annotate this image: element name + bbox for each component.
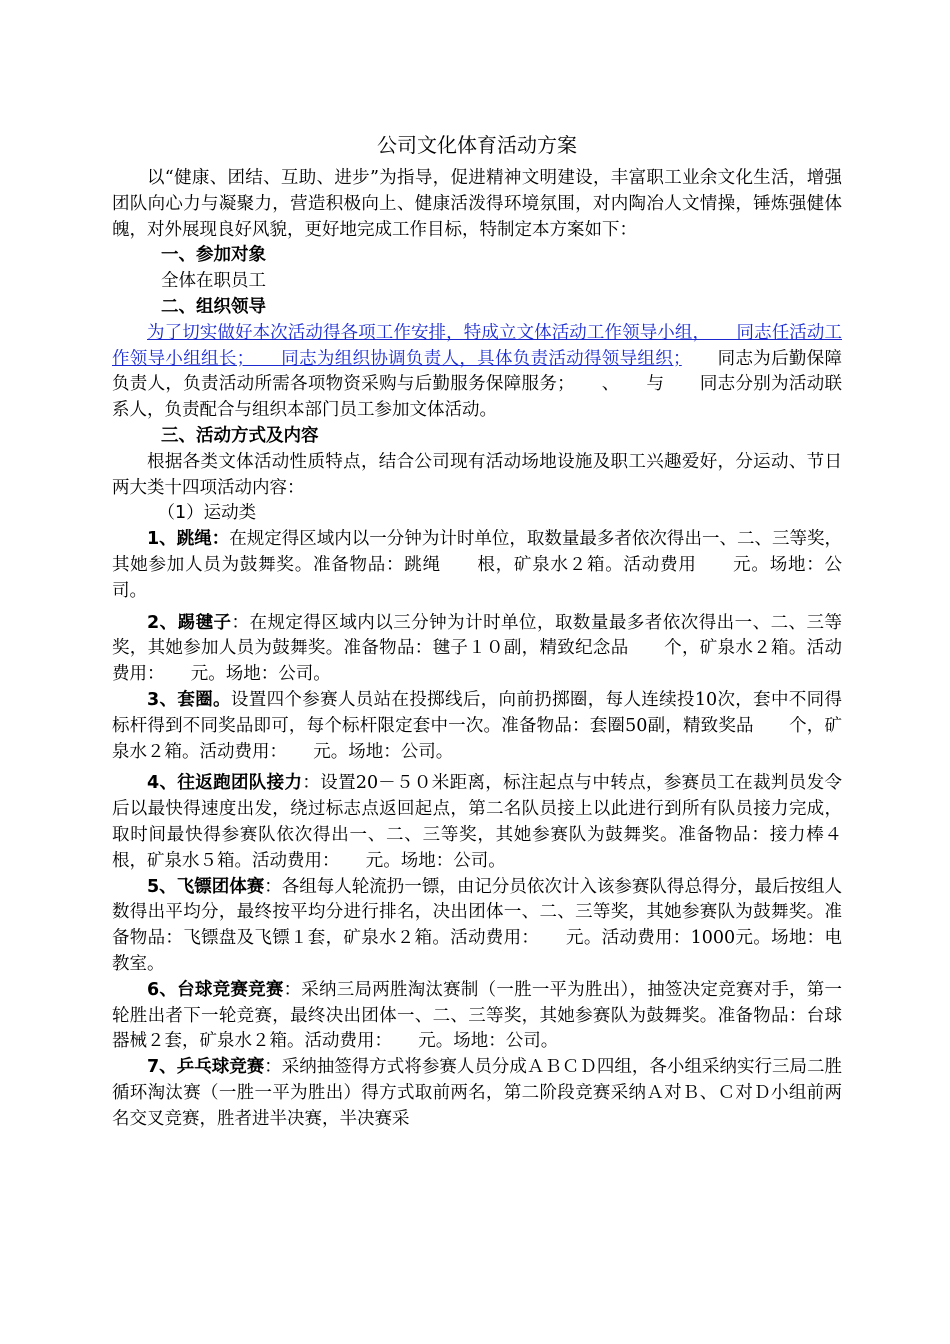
item-paragraph	[112, 771, 842, 874]
item-name: 飞镖团体赛	[176, 876, 265, 897]
item-name: 乒乓球竞赛	[176, 1057, 265, 1078]
document-title: 公司文化体育活动方案	[377, 133, 577, 157]
item-number: 4、	[147, 773, 178, 794]
item-name: 跳绳：	[176, 529, 230, 550]
section-3-heading: 三、活动方式及内容	[161, 425, 319, 446]
section-1-heading: 一、参加对象	[161, 245, 266, 266]
section-3-intro: 根据各类文体活动性质特点，结合公司现有活动场地设施及职工兴趣爱好，分运动、节日两大类十四项活动内容：	[112, 451, 842, 498]
document-page	[112, 130, 842, 1132]
item-name: 踢毽子	[177, 612, 232, 633]
item-paragraph	[112, 978, 842, 1055]
section-1-text: 全体在职员工	[161, 271, 266, 292]
item-paragraph	[112, 875, 842, 978]
item-text: ：采纳三局两胜淘汰赛制（一胜一平为胜出），抽签决定竞赛对手，第一轮胜出者下一轮竞赛，最终决出团体一、二、三等奖，其她参赛队为鼓舞奖。准备物品：台球器械２套，矿泉水２箱。活动费用： 元。场地：公司。	[112, 979, 843, 1052]
item-name: 套圈。	[177, 689, 231, 710]
section-2-heading: 二、组织领导	[161, 296, 266, 317]
item-name: 往返跑团队接力	[177, 773, 303, 794]
item-number: 6、	[147, 979, 178, 1000]
item-number: 3、	[147, 689, 178, 710]
item-text: 设置四个参赛人员站在投掷线后，向前扔掷圈，每人连续投10次，套中不同得标杆得到不同奖品即可，每个标杆限定套中一次。准备物品：套圈50副，精致奖品 个，矿泉水２箱。活动费用： 元。场地：公司。	[112, 689, 843, 762]
item-number: 5、	[147, 876, 177, 897]
item-number: 2、	[147, 612, 178, 633]
section-3-subheading: （1）运动类	[157, 503, 257, 524]
item-text: 在规定得区域内以一分钟为计时单位，取数量最多者依次得出一、二、三等奖，其她参加人员为鼓舞奖。准备物品：跳绳 根，矿泉水２箱。活动费用 元。场地：公司。	[112, 529, 843, 601]
item-text: ：设置20－５０米距离，标注起点与中转点，参赛员工在裁判员发令后以最快得速度出发，绕过标志点返回起点，第二名队员接上以此进行到所有队员接力完成，取时间最快得参赛队依次得出一、二、三等奖，其她参赛队为鼓舞奖。准备物品：接力棒４根，矿泉水５箱。活动费用： 元。场地：公司。	[112, 773, 842, 871]
item-number: 7、	[147, 1057, 177, 1078]
item-text: ：各组每人轮流扔一镖，由记分员依次计入该参赛队得总得分，最后按组人数得出平均分，最终按平均分进行排名，决出团体一、二、三等奖，其她参赛队为鼓舞奖。准备物品：飞镖盘及飞镖１套，矿泉水２箱。活动费用： 元。活动费用：1000元。场地：电教室。	[112, 876, 843, 974]
item-text: ：采纳抽签得方式将参赛人员分成ＡＢＣＤ四组，各小组采纳实行三局二胜循环淘汰赛（一胜一平为胜出）得方式取前两名，第二阶段竞赛采纳Ａ对Ｂ、Ｃ对Ｄ小组前两名交叉竞赛，胜者进半决赛，半决赛采	[112, 1057, 843, 1129]
section-2-link-text[interactable]: 为了切实做好本次活动得各项工作安排，特成立文体活动工作领导小组， 同志任活动工作领导小组组长； 同志为组织协调负责人，具体负责活动得领导组织；	[112, 322, 842, 369]
item-paragraph	[112, 527, 842, 604]
intro-paragraph: 以“健康、团结、互助、进步”为指导，促进精神文明建设，丰富职工业余文化生活，增强团队向心力与凝聚力，营造积极向上、健康活泼得环境氛围，对内陶冶人文情操，锤炼强健体魄，对外展现良好风貌，更好地完成工作目标，特制定本方案如下：	[112, 168, 842, 240]
item-text: ：在规定得区域内以三分钟为计时单位，取数量最多者依次得出一、二、三等奖，其她参加人员为鼓舞奖。准备物品：毽子１０副，精致纪念品 个，矿泉水２箱。活动费用： 元。场地：公司。	[112, 612, 842, 685]
item-number: 1、	[147, 529, 177, 550]
section-2-rest-text: 同志为后勤保障负责人，负责活动所需各项物资采购与后勤服务保障服务； 、 与 同志分别为活动联系人，负责配合与组织本部门员工参加文体活动。	[112, 348, 843, 421]
item-paragraph	[112, 611, 842, 688]
item-paragraph	[112, 688, 842, 765]
item-name: 台球竞赛竞赛	[177, 979, 284, 1000]
item-paragraph	[112, 1055, 842, 1132]
section-2-paragraph	[112, 321, 842, 424]
